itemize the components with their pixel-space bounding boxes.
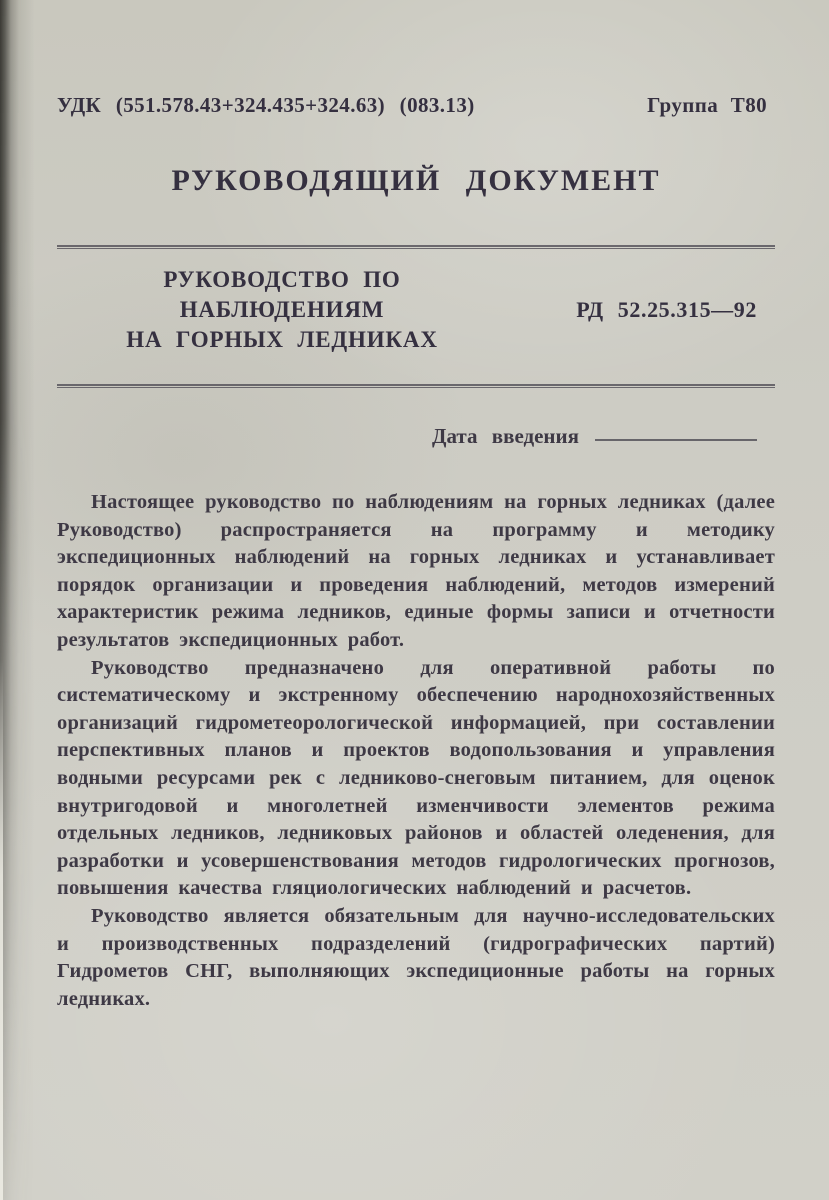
group-code: Группа Т80: [647, 93, 767, 117]
page-content: [0, 93, 829, 1013]
paragraph-purpose: Руководство предназначено для оперативной работы по систематическому и экстренному обеспечению народнохозяйственных организаций гидрометеорологической информацией, при составлении перспективных планов и проектов водопользования и управления водными ресурсами рек с ледниково-снеговым питанием, для оценок внутригодовой и многолетней изменчивости элементов режима отдельных ледников, ледниковых районов и областей оледенения, для разработки и усовершенствования методов гидрологических прогнозов, повышения качества гляциологических наблюдений и расчетов.: [57, 656, 775, 900]
document-code: РД 52.25.315—92: [576, 297, 757, 322]
divider-rule-bottom: [57, 384, 775, 388]
paragraph-scope: Настоящее руководство по наблюдениям на горных ледниках (далее Руководство) распространяется на программу и методику экспедиционных наблюдений на горных ледниках и устанавливает порядок организации и проведения наблюдений, методов измерений характеристик режима ледников, единые формы записи и отчетности результатов экспедиционных работ.: [57, 491, 775, 651]
document-body: [57, 489, 775, 1013]
udc-number: УДК (551.578.43+324.435+324.63) (083.13): [57, 93, 475, 117]
effective-date-label: Дата введения: [432, 424, 579, 448]
document-title-line2: НА ГОРНЫХ ЛЕДНИКАХ: [126, 327, 438, 352]
divider-rule-top: [57, 245, 775, 249]
paragraph-obligation: Руководство является обязательным для научно-исследовательских и производственных подразделений (гидрографических партий) Гидрометов СНГ, выполняющих экспедиционные работы на горных ледниках.: [57, 904, 775, 1010]
udc-header-row: [57, 93, 775, 118]
document-title-line1: РУКОВОДСТВО ПО НАБЛЮДЕНИЯМ: [163, 267, 401, 322]
effective-date-row: [57, 424, 775, 449]
document-kind-heading: РУКОВОДЯЩИЙ ДОКУМЕНТ: [171, 164, 661, 197]
title-block: [57, 249, 775, 369]
document-title: [57, 265, 507, 355]
effective-date-blank-line: [595, 439, 757, 441]
